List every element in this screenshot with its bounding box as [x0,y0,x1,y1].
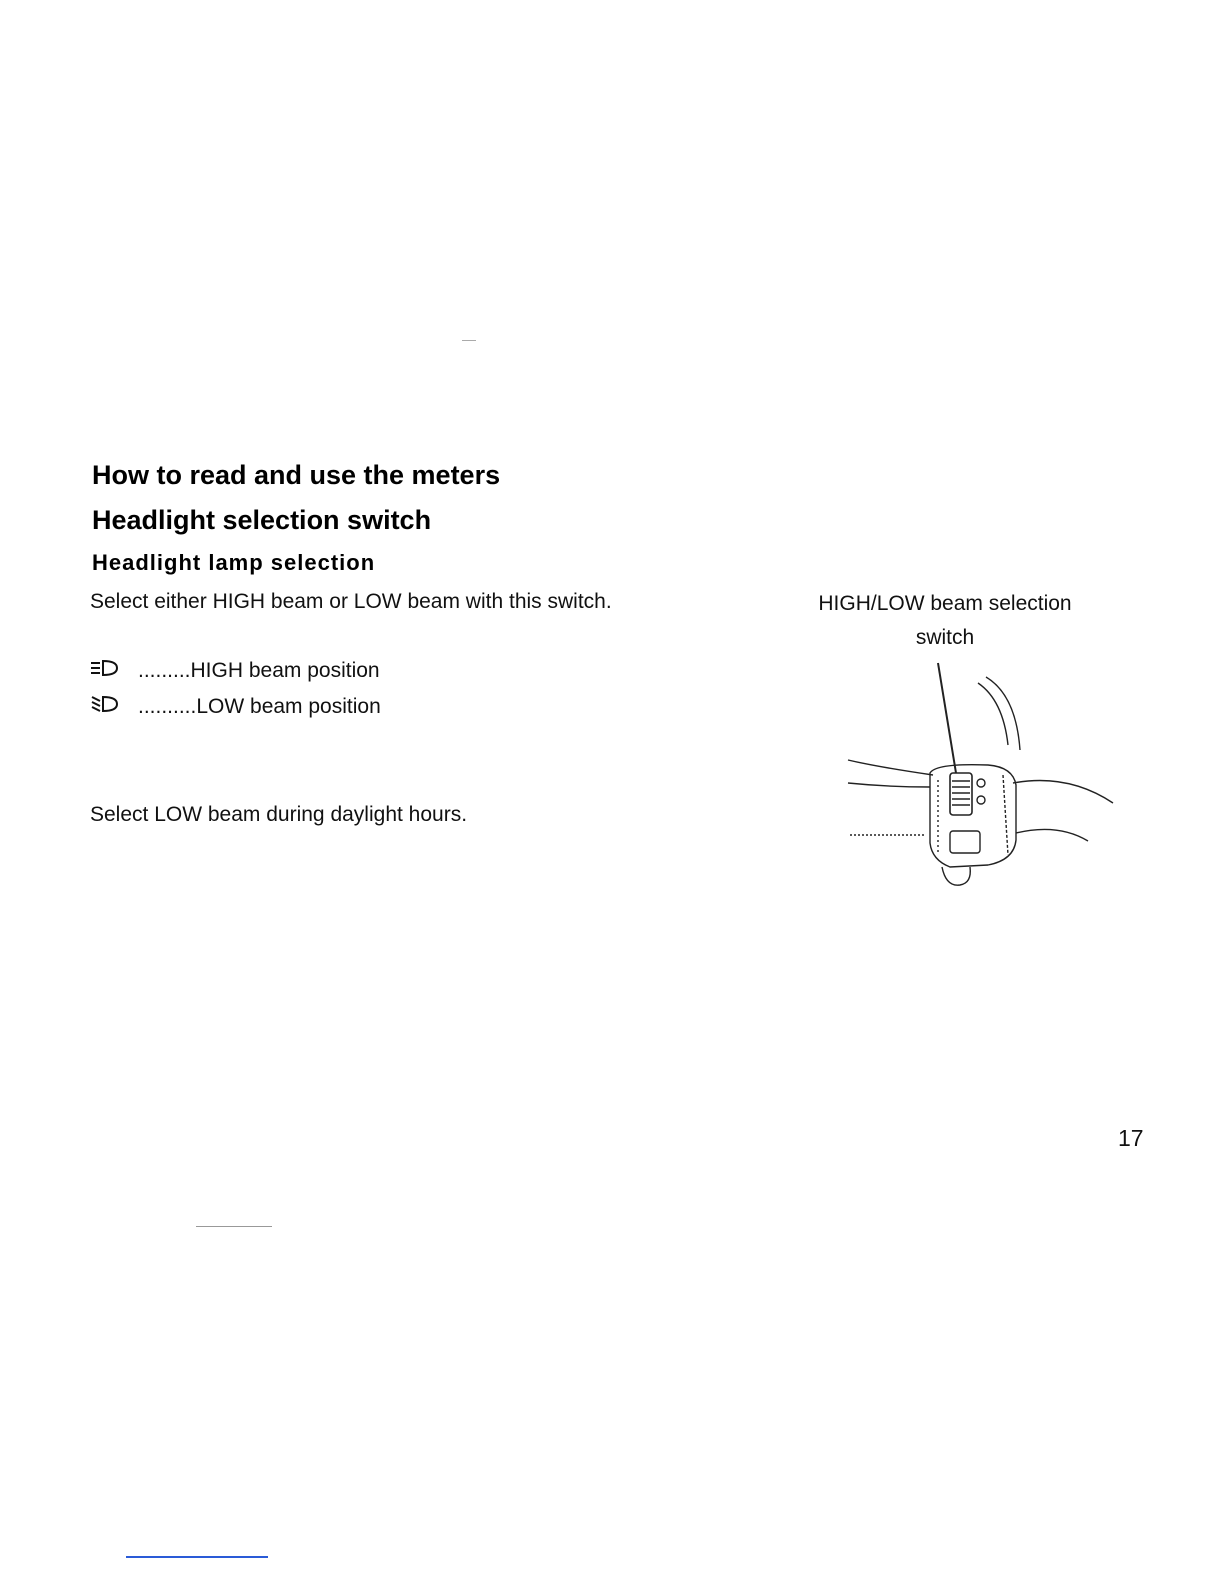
figure-caption [790,587,1100,655]
low-beam-row [90,694,381,720]
accent-rule [126,1556,268,1558]
handlebar-switch-illustration [838,655,1128,900]
figure-caption-line2: switch [915,626,975,649]
high-beam-icon [90,658,138,684]
figure-caption-line1: HIGH/LOW beam selection [818,592,1072,615]
daylight-note: Select LOW beam during daylight hours. [90,803,468,826]
high-beam-row [90,658,380,684]
scan-speck [462,340,476,341]
low-beam-label: ..........LOW beam position [138,695,381,718]
intro-paragraph: Select either HIGH beam or LOW beam with this switch. [90,590,612,613]
high-beam-label: .........HIGH beam position [138,659,380,682]
scan-rule [196,1226,272,1227]
subsection-title: Headlight selection switch [92,505,432,535]
page-number: 17 [1118,1125,1144,1151]
low-beam-icon [90,694,138,720]
topic-title: Headlight lamp selection [92,550,376,575]
section-title: How to read and use the meters [92,460,501,490]
